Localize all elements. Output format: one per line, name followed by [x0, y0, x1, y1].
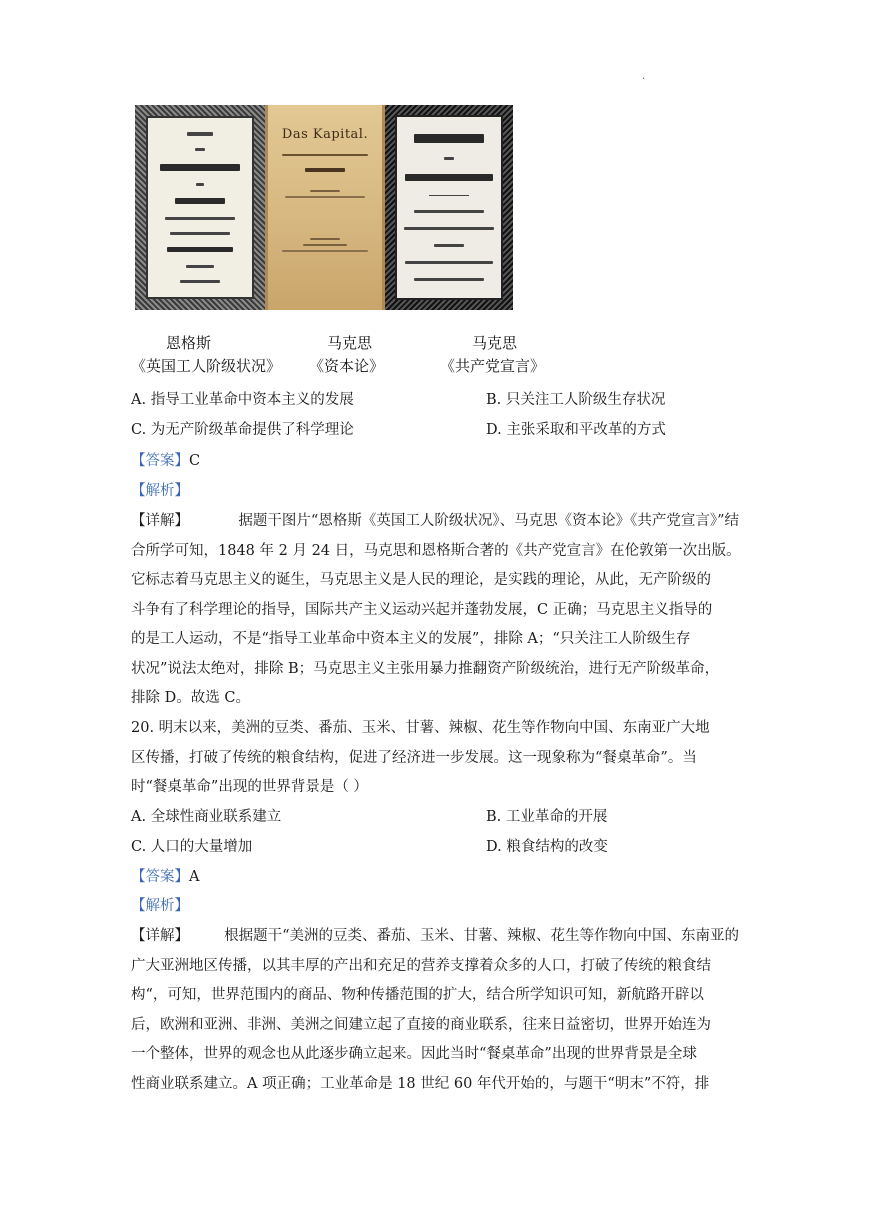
caption-author-1: 恩格斯	[166, 334, 212, 352]
q20-detail-text-1: 广大亚洲地区传播，以其丰厚的产出和充足的营养支撑着众多的人口，打破了传统的粮食结	[131, 958, 711, 974]
caption-title-1: 《英国工人阶级状况》	[131, 357, 282, 375]
q19-detail-text-5: 状况”说法太绝对，排除 B；马克思主义主张用暴力推翻资产阶级统治，进行无产阶级革命，	[131, 661, 720, 677]
q20-detail-line	[131, 926, 739, 946]
q19-answer: C	[189, 453, 201, 469]
kapital-cover-title: Das Kapital.	[281, 127, 369, 142]
caption-author-3: 马克思	[472, 334, 518, 352]
q20-detail-text-2: 构“，可知，世界范围内的商品、物种传播范围的扩大，结合所学知识可知，新航路开辟以	[131, 987, 704, 1003]
q20-answer: A	[189, 869, 200, 885]
q19-answer-tag: 【答案】	[131, 453, 189, 469]
q19-analysis-tag: 【解析】	[131, 483, 189, 499]
england-working-class-cover-image	[135, 105, 265, 310]
das-kapital-cover-image	[265, 105, 385, 310]
q20-answer-line	[131, 867, 199, 887]
caption-title-2: 《资本论》	[309, 357, 385, 375]
q19-detail-text-3: 斗争有了科学理论的指导，国际共产主义运动兴起并蓬勃发展，C 正确；马克思主义指导的	[131, 602, 713, 618]
q19-detail-text-1: 合所学可知，1848 年 2 月 24 日，马克思和恩格斯合著的《共产党宣言》在伦敦第一次出版。	[131, 543, 741, 559]
q19-answer-line	[131, 451, 200, 471]
q19-detail-tag: 【详解】	[131, 513, 189, 529]
caption-title-3: 《共产党宣言》	[440, 357, 546, 375]
communist-manifesto-cover-image	[385, 105, 513, 310]
q20-analysis-line	[131, 896, 189, 916]
q20-detail-tag: 【详解】	[131, 928, 189, 944]
q19-option-c: C. 为无产阶级革命提供了科学理论	[131, 422, 354, 438]
q19-option-a: A. 指导工业革命中资本主义的发展	[131, 392, 354, 408]
q20-detail-text-4: 一个整体，世界的观念也从此逐步确立起来。因此当时“餐桌革命”出现的世界背景是全球	[131, 1046, 697, 1062]
q20-detail-text-3: 后，欧洲和亚洲、非洲、美洲之间建立起了直接的商业联系，往来日益密切，世界开始连为	[131, 1017, 711, 1033]
q19-option-d: D. 主张采取和平改革的方式	[486, 422, 666, 438]
q20-analysis-tag: 【解析】	[131, 898, 189, 914]
q19-detail-line	[131, 511, 739, 531]
q20-option-d: D. 粮食结构的改变	[486, 839, 608, 855]
q20-answer-tag: 【答案】	[131, 869, 189, 885]
caption-author-2: 马克思	[327, 334, 373, 352]
q20-stem-line-2: 时“餐桌革命”出现的世界背景是（ ）	[131, 779, 368, 795]
q19-analysis-line	[131, 481, 189, 501]
q20-stem-line-0: 20. 明末以来，美洲的豆类、番茄、玉米、甘薯、辣椒、花生等作物向中国、东南亚广大地	[131, 720, 710, 736]
q20-detail-text-0: 根据题干“美洲的豆类、番茄、玉米、甘薯、辣椒、花生等作物向中国、东南亚的	[224, 928, 739, 944]
q20-option-b: B. 工业革命的开展	[486, 809, 608, 825]
q19-detail-text-0: 据题干图片“恩格斯《英国工人阶级状况》、马克思《资本论》《共产党宣言》”结	[238, 513, 739, 529]
q20-detail-text-5: 性商业联系建立。A 项正确；工业革命是 18 世纪 60 年代开始的，与题干“明末”不符，排	[131, 1076, 710, 1092]
q19-detail-text-4: 的是工人运动，不是“指导工业革命中资本主义的发展”，排除 A；“只关注工人阶级生存	[131, 631, 691, 647]
q19-detail-text-2: 它标志着马克思主义的诞生，马克思主义是人民的理论，是实践的理论，从此，无产阶级的	[131, 572, 711, 588]
q19-detail-text-6: 排除 D。故选 C。	[131, 690, 250, 706]
q20-stem-line-1: 区传播，打破了传统的粮食结构，促进了经济进一步发展。这一现象称为“餐桌革命”。当	[131, 750, 697, 766]
q19-option-b: B. 只关注工人阶级生存状况	[486, 392, 666, 408]
q20-option-a: A. 全球性商业联系建立	[131, 809, 282, 825]
q20-option-c: C. 人口的大量增加	[131, 839, 253, 855]
page-marker: ·	[642, 74, 646, 85]
